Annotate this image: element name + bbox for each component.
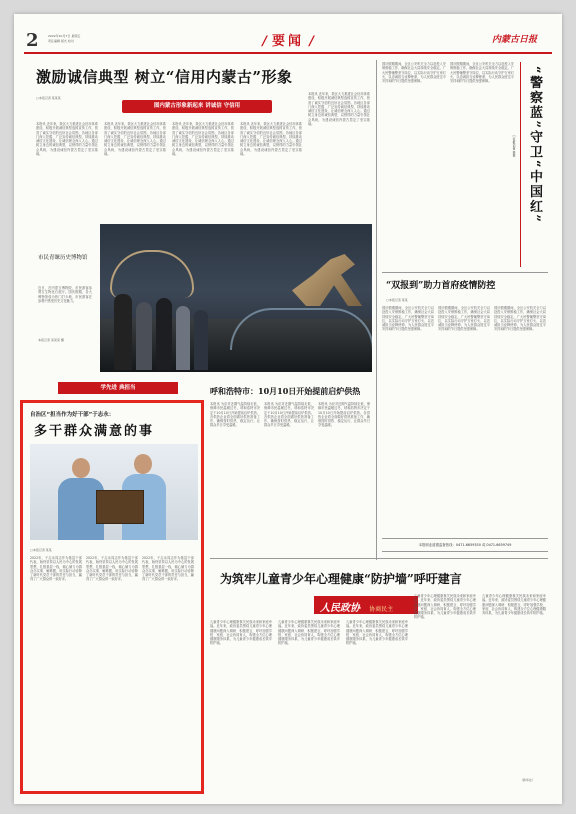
hotline-text: 本报职业道德监督热线：0471-6659350 或 0471-6659749 <box>418 543 512 547</box>
header-rule <box>24 52 552 54</box>
right-headline2: “双报到”助力首府疫情防控 <box>386 281 496 291</box>
visitor-figure <box>156 298 172 370</box>
newspaper-page <box>14 14 562 804</box>
bottom-headline: 为筑牢儿童青少年心理健康“防护墙”呼吁建言 <box>220 572 462 586</box>
photo-caption-text: 近日，在内蒙古博物院，市民游客参观古生物化石展厅。国庆假期，各大博物馆成为热门打卡地，市民游客在参观中感受历史文化魅力。 <box>38 286 92 303</box>
visitor-figure <box>194 310 208 370</box>
lead-body-col5: 本报讯 近年来，我区大力推进社会信用体系建设，积极开展诚信典型选树宣传工作，营造了诚实守信的良好社会氛围。各地区各部门深入挖掘、广泛宣传诚信典型，持续推动诚信文化建设，让诚信理念深入人心。通过树立身边的诚信典型，以榜样的力量引领社会风尚，为建设诚信内蒙古奠定了坚实基础。 <box>308 92 370 127</box>
masthead-logo: 内蒙古日报 <box>492 35 538 45</box>
dinosaur-skeleton-right <box>292 254 362 306</box>
photo-caption-title: 市民青睐历史博物馆 <box>38 255 88 261</box>
mid-body-col1: 本报讯 为应对近期气温持续走低，保障市民温暖过冬，呼和浩特市决定于10月10日开始提前启炉供热。各供热企业将全面做好供热准备工作，确保按时供热、稳定运行，让群众早日享受温暖。 <box>210 402 260 428</box>
section-title: 要闻 <box>271 34 304 49</box>
bottom-article-rule <box>210 558 548 559</box>
visitor-figure <box>114 294 132 370</box>
page-number: 2 <box>26 30 39 51</box>
bottom-body-col5: 儿童青少年心理健康事关民族未来和家庭幸福。近年来，政协委员围绕儿童青少年心理健康问题深入调研、积极建言，呼吁加强学校、家庭、社会协同育人，构建全方位心理健康服务体系，为儿童青少年健康成长筑牢防护墙。 <box>482 594 546 616</box>
bottom-body-col3: 儿童青少年心理健康事关民族未来和家庭幸福。近年来，政协委员围绕儿童青少年心理健康问题深入调研、积极建言，呼吁加强学校、家庭、社会协同育人，构建全方位心理健康服务体系，为儿童青少年健康成长筑牢防护墙。 <box>346 620 408 646</box>
vertical-headline-rule <box>520 62 521 267</box>
cppcc-logo-sub: 协商民主 <box>369 606 394 613</box>
vertical-headline: “警察蓝”守卫“中国红” <box>527 66 542 224</box>
cppcc-logo <box>314 596 418 614</box>
bottom-body-col4: 儿童青少年心理健康事关民族未来和家庭幸福。近年来，政协委员围绕儿童青少年心理健康问题深入调研、积极建言，呼吁加强学校、家庭、社会协同育人，构建全方位心理健康服务体系，为儿童青少年健康成长筑牢防护墙。 <box>414 594 476 620</box>
left-box-kicker: 自治区“担当作为好干部”于志永： <box>30 412 115 418</box>
left-box-body-col2: 2022年，于志永同志作为基层干部代表，始终坚持以人民为中心的发展思想，扎根基层一线，倾心倾力为群众办实事、解难题，用实际行动诠释了新时代党员干部的责任与担当，赢得了广大群众的一致好评。 <box>86 556 138 582</box>
left-box-tag: 学先进 典担当 <box>58 382 178 394</box>
lead-body-col1: 本报讯 近年来，我区大力推进社会信用体系建设，积极开展诚信典型选树宣传工作，营造了诚实守信的良好社会氛围。各地区各部门深入挖掘、广泛宣传诚信典型，持续推动诚信文化建设，让诚信理念深入人心。通过树立身边的诚信典型，以榜样的力量引领社会风尚，为建设诚信内蒙古奠定了坚实基础。 <box>36 122 98 157</box>
bottom-body-col1: 儿童青少年心理健康事关民族未来和家庭幸福。近年来，政协委员围绕儿童青少年心理健康问题深入调研、积极建言，呼吁加强学校、家庭、社会协同育人，构建全方位心理健康服务体系，为儿童青少年健康成长筑牢防护墙。 <box>210 620 272 646</box>
left-box-headline: 多干群众满意的事 <box>34 424 155 439</box>
person-left-head <box>72 458 90 478</box>
mid-headline: 呼和浩特市：10月10日开始提前启炉供热 <box>210 386 361 396</box>
left-box-byline: □本报记者 某某 <box>30 548 52 552</box>
exhibit-rail <box>230 308 372 350</box>
right-byline2: □本报记者 某某 <box>386 298 408 302</box>
display-board <box>96 490 144 524</box>
visitors-group <box>114 284 234 370</box>
header-meta-line: 责任编辑 版式 校对 <box>48 39 74 43</box>
lead-byline: □本报记者 某某某 <box>36 96 61 100</box>
right-section-rule <box>382 272 548 273</box>
photo-credit: 本报记者 某某某 摄 <box>38 338 64 342</box>
lead-banner <box>122 100 272 113</box>
vertical-headline-byline: □本报记者 某某 <box>512 134 516 157</box>
person-right-head <box>134 454 152 474</box>
section-title-box <box>228 30 348 48</box>
right-body2-col1: 国庆假期期间，全区公安机关全力以赴投入安保维稳工作，确保社会大局持续安全稳定。广大民警辅警坚守岗位，以实际行动守护万家灯火，以忠诚担当诠释使命，为人民群众度过平安祥和的节日提供坚强保障。 <box>382 306 434 332</box>
lead-headline: 激励诚信典型 树立“信用内蒙古”形象 <box>36 68 293 86</box>
section-title-slash-right: / <box>309 34 314 49</box>
section-title-slash-left: / <box>262 34 267 49</box>
mid-body-col2: 本报讯 为应对近期气温持续走低，保障市民温暖过冬，呼和浩特市决定于10月10日开始提前启炉供热。各供热企业将全面做好供热准备工作，确保按时供热、稳定运行，让群众早日享受温暖。 <box>264 402 314 428</box>
visitor-figure <box>176 306 190 370</box>
lead-body-col3: 本报讯 近年来，我区大力推进社会信用体系建设，积极开展诚信典型选树宣传工作，营造了诚实守信的良好社会氛围。各地区各部门深入挖掘、广泛宣传诚信典型，持续推动诚信文化建设，让诚信理念深入人心。通过树立身边的诚信典型，以榜样的力量引领社会风尚，为建设诚信内蒙古奠定了坚实基础。 <box>172 122 234 157</box>
hotline-box <box>382 538 548 552</box>
officials-photo <box>30 444 198 540</box>
right-body2-col3: 国庆假期期间，全区公安机关全力以赴投入安保维稳工作，确保社会大局持续安全稳定。广大民警辅警坚守岗位，以实际行动守护万家灯火，以忠诚担当诠释使命，为人民群众度过平安祥和的节日提供坚强保障。 <box>494 306 546 332</box>
header-meta <box>48 34 158 44</box>
right-body2-col2: 国庆假期期间，全区公安机关全力以赴投入安保维稳工作，确保社会大局持续安全稳定。广大民警辅警坚守岗位，以实际行动守护万家灯火，以忠诚担当诠释使命，为人民群众度过平安祥和的节日提供坚强保障。 <box>438 306 490 332</box>
bottom-credit: （新华社） <box>520 778 536 782</box>
left-box-body-col3: 2022年，于志永同志作为基层干部代表，始终坚持以人民为中心的发展思想，扎根基层一线，倾心倾力为群众办实事、解难题，用实际行动诠释了新时代党员干部的责任与担当，赢得了广大群众的一致好评。 <box>142 556 194 582</box>
right-column-divider <box>376 60 377 560</box>
lead-body-col4: 本报讯 近年来，我区大力推进社会信用体系建设，积极开展诚信典型选树宣传工作，营造了诚实守信的良好社会氛围。各地区各部门深入挖掘、广泛宣传诚信典型，持续推动诚信文化建设，让诚信理念深入人心。通过树立身边的诚信典型，以榜样的力量引领社会风尚，为建设诚信内蒙古奠定了坚实基础。 <box>240 122 302 157</box>
lead-banner-text: 图内蒙古形象新起来 讲诚信 守信用 <box>153 103 241 109</box>
visitor-figure <box>136 302 152 370</box>
lead-body-col2: 本报讯 近年来，我区大力推进社会信用体系建设，积极开展诚信典型选树宣传工作，营造了诚实守信的良好社会氛围。各地区各部门深入挖掘、广泛宣传诚信典型，持续推动诚信文化建设，让诚信理念深入人心。通过树立身边的诚信典型，以榜样的力量引领社会风尚，为建设诚信内蒙古奠定了坚实基础。 <box>104 122 166 157</box>
mid-body-col3: 本报讯 为应对近期气温持续走低，保障市民温暖过冬，呼和浩特市决定于10月10日开始提前启炉供热。各供热企业将全面做好供热准备工作，确保按时供热、稳定运行，让群众早日享受温暖。 <box>318 402 370 428</box>
header-meta-line: 2022年10月7日 星期五 <box>48 34 81 38</box>
right-body-top-col2: 国庆假期期间，全区公安机关全力以赴投入安保维稳工作，确保社会大局持续安全稳定。广大民警辅警坚守岗位，以实际行动守护万家灯火，以忠诚担当诠释使命，为人民群众度过平安祥和的节日提供坚强保障。 <box>450 62 514 84</box>
cppcc-logo-main: 人民政协 <box>320 603 360 614</box>
museum-photo <box>100 224 372 372</box>
left-box-body-col1: 2022年，于志永同志作为基层干部代表，始终坚持以人民为中心的发展思想，扎根基层一线，倾心倾力为群众办实事、解难题，用实际行动诠释了新时代党员干部的责任与担当，赢得了广大群众的一致好评。 <box>30 556 82 582</box>
right-body-top-col1: 国庆假期期间，全区公安机关全力以赴投入安保维稳工作，确保社会大局持续安全稳定。广大民警辅警坚守岗位，以实际行动守护万家灯火，以忠诚担当诠释使命，为人民群众度过平安祥和的节日提供坚强保障。 <box>382 62 446 84</box>
bottom-body-col2: 儿童青少年心理健康事关民族未来和家庭幸福。近年来，政协委员围绕儿童青少年心理健康问题深入调研、积极建言，呼吁加强学校、家庭、社会协同育人，构建全方位心理健康服务体系，为儿童青少年健康成长筑牢防护墙。 <box>278 620 340 646</box>
